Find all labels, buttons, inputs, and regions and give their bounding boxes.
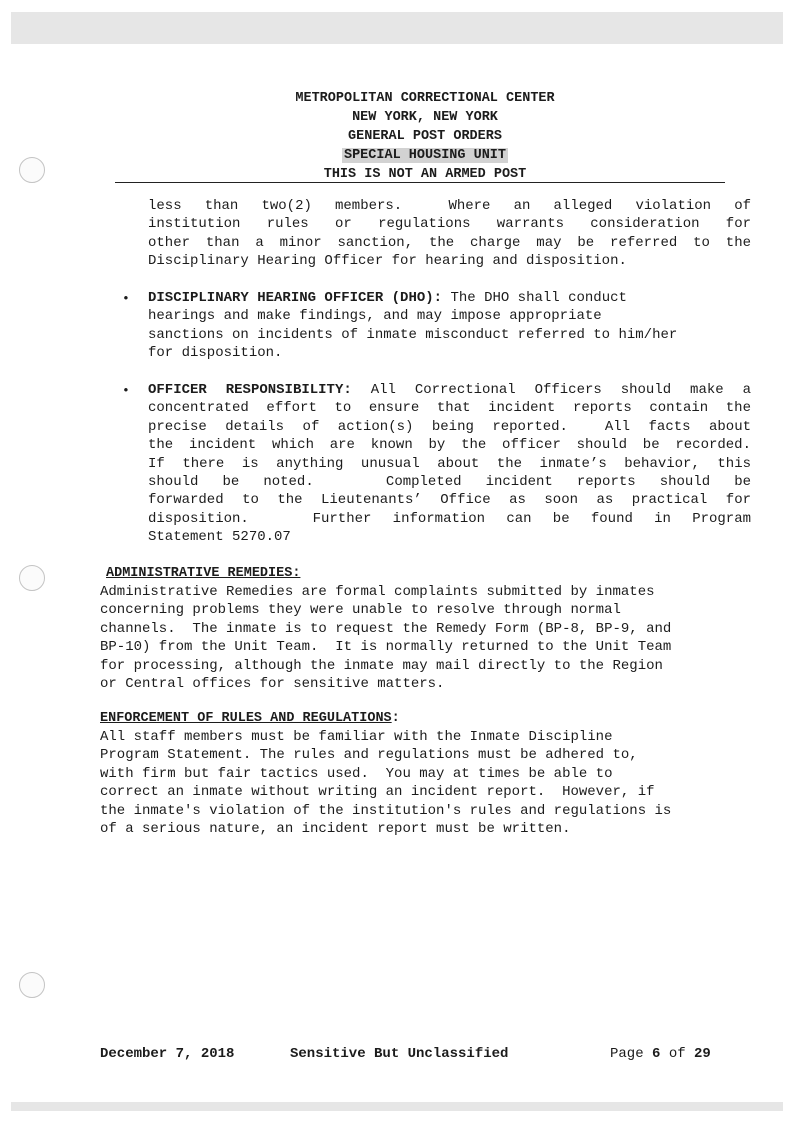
text-line: with firm but fair tactics used. You may at times be able to [100, 765, 613, 782]
header-location: NEW YORK, NEW YORK [352, 110, 498, 125]
scan-edge-top [11, 12, 783, 44]
footer-classification: Sensitive But Unclassified [290, 1046, 509, 1062]
footer-date: December 7, 2018 [100, 1046, 235, 1062]
text-line: Administrative Remedies are formal complaints submitted by inmates [100, 584, 655, 600]
text-line: other than a minor sanction, the charge may be referred to the [148, 234, 751, 251]
text-line: If there is anything unusual about the inmate’s behavior, this [148, 455, 751, 472]
text-line: Statement 5270.07 [148, 529, 291, 546]
text-line: the incident which are known by the officer should be recorded. [148, 437, 751, 454]
text-line: The DHO shall conduct [442, 290, 627, 306]
admin-remedies-paragraph [100, 583, 760, 693]
officer-term: OFFICER RESPONSIBILITY: [148, 382, 352, 398]
header-institution: METROPOLITAN CORRECTIONAL CENTER [295, 91, 555, 106]
text-line: for processing, although the inmate may mail directly to the Region [100, 657, 663, 674]
text-line: Disciplinary Hearing Officer for hearing and disposition. [148, 253, 627, 270]
text-line: or Central offices for sensitive matters. [100, 676, 445, 693]
text-line: channels. The inmate is to request the Remedy Form (BP-8, BP-9, and [100, 620, 672, 637]
text-line: should be noted. Completed incident reports should be [148, 474, 751, 491]
text-line: All Correctional Officers should make a [351, 382, 751, 398]
text-line: All staff members must be familiar with the Inmate Discipline [100, 729, 613, 745]
text-line: BP-10) from the Unit Team. It is normally returned to the Unit Team [100, 639, 672, 656]
page-label: Page [610, 1046, 653, 1062]
text-line: institution rules or regulations warrants consideration for [148, 216, 751, 233]
dho-term: DISCIPLINARY HEARING OFFICER (DHO): [148, 290, 443, 306]
text-line: concentrated effort to ensure that incident reports contain the [148, 400, 751, 417]
footer-page-number [610, 1046, 711, 1062]
text-line: forwarded to the Lieutenants’ Office as soon as practical for [148, 492, 751, 509]
enforcement-paragraph [100, 728, 760, 838]
bullet-icon: • [122, 291, 130, 306]
text-line: the inmate's violation of the institution's rules and regulations is [100, 802, 672, 819]
header-notice: THIS IS NOT AN ARMED POST [323, 167, 527, 182]
dho-paragraph [148, 289, 751, 363]
enforcement-heading-text: ENFORCEMENT OF RULES AND REGULATIONS [100, 711, 392, 726]
bullet-icon: • [122, 383, 130, 398]
admin-remedies-heading: ADMINISTRATIVE REMEDIES: [106, 566, 301, 581]
text-line: disposition. Further information can be found in Program [148, 510, 751, 527]
header-doc-type: GENERAL POST ORDERS [348, 129, 502, 144]
scan-edge-bottom [11, 1102, 783, 1111]
text-line: correct an inmate without writing an incident report. However, if [100, 784, 655, 801]
text-line: precise details of action(s) being reported. All facts about [148, 418, 751, 435]
text-line: sanctions on incidents of inmate misconduct referred to him/her [148, 326, 678, 343]
punch-hole [19, 565, 45, 591]
header-divider [115, 182, 725, 183]
enforcement-heading [100, 711, 400, 726]
text-line: concerning problems they were unable to resolve through normal [100, 602, 621, 619]
officer-paragraph [148, 381, 751, 547]
punch-hole [19, 972, 45, 998]
header-unit: SPECIAL HOUSING UNIT [343, 148, 507, 163]
page-of-label: of [660, 1046, 695, 1062]
text-line: less than two(2) members. Where an alleged violation of [148, 198, 751, 214]
text-line: of a serious nature, an incident report must be written. [100, 821, 571, 838]
text-line: Program Statement. The rules and regulations must be adhered to, [100, 747, 638, 764]
document-header [0, 89, 795, 184]
page-total: 29 [694, 1046, 711, 1062]
heading-colon: : [391, 711, 400, 726]
page-current: 6 [652, 1046, 661, 1062]
text-line: hearings and make findings, and may impose appropriate [148, 308, 602, 325]
text-line: for disposition. [148, 345, 283, 362]
continuation-paragraph [148, 197, 751, 271]
